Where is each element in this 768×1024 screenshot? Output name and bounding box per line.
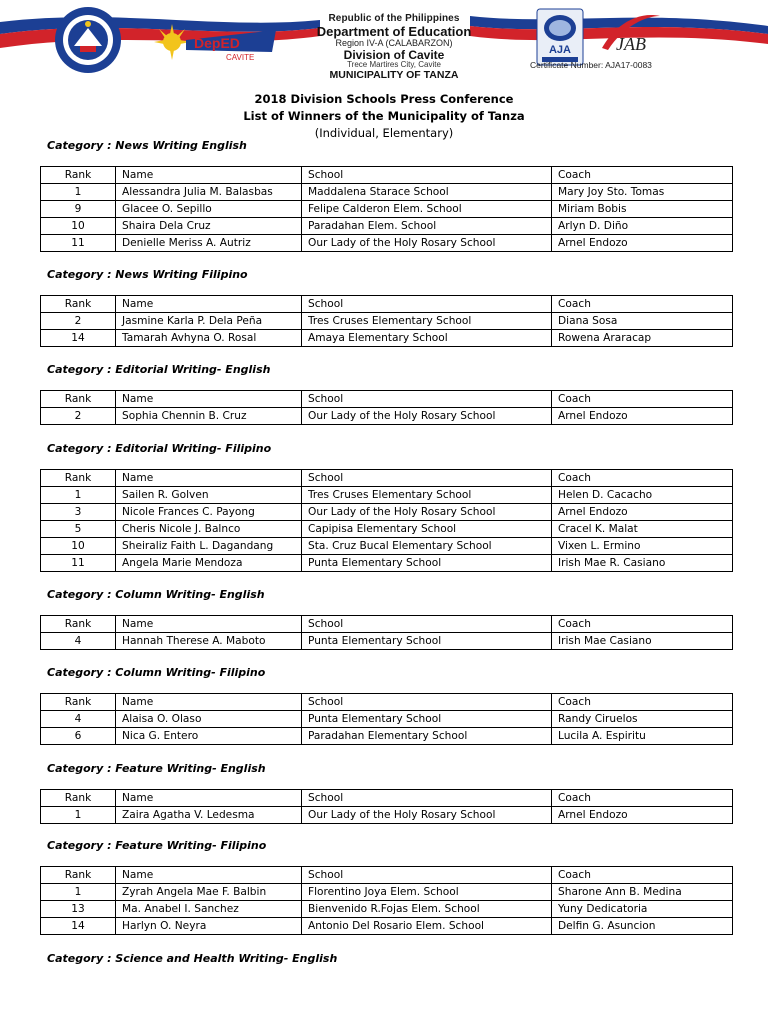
table-row [41,633,733,650]
column-header-school: School [302,616,552,633]
column-header-rank: Rank [41,167,116,184]
certificate-number: Certificate Number: AJA17-0083 [530,60,652,70]
table-header-row [41,867,733,884]
name-cell: Hannah Therese A. Maboto [116,633,302,650]
school-cell: Punta Elementary School [302,555,552,572]
school-cell: Tres Cruses Elementary School [302,313,552,330]
winners-table [40,866,733,935]
column-header-school: School [302,470,552,487]
name-cell: Cheris Nicole J. Balnco [116,521,302,538]
category-heading: Category : Editorial Writing- Filipino [47,442,272,455]
school-cell: Florentino Joya Elem. School [302,884,552,901]
table-row [41,504,733,521]
column-header-school: School [302,694,552,711]
column-header-name: Name [116,167,302,184]
name-cell: Nicole Frances C. Payong [116,504,302,521]
document-title-block [0,91,768,142]
column-header-school: School [302,391,552,408]
column-header-rank: Rank [41,391,116,408]
rank-cell: 9 [41,201,116,218]
column-header-school: School [302,296,552,313]
column-header-name: Name [116,470,302,487]
table-row [41,487,733,504]
school-cell: Our Lady of the Holy Rosary School [302,235,552,252]
column-header-rank: Rank [41,867,116,884]
table-row [41,184,733,201]
name-cell: Shaira Dela Cruz [116,218,302,235]
table-row [41,408,733,425]
coach-cell: Mary Joy Sto. Tomas [552,184,733,201]
table-row [41,235,733,252]
coach-cell: Rowena Araracap [552,330,733,347]
school-cell: Amaya Elementary School [302,330,552,347]
column-header-school: School [302,867,552,884]
coach-cell: Sharone Ann B. Medina [552,884,733,901]
table-header-row [41,694,733,711]
region-label: Region IV-A (CALABARZON) [335,38,453,48]
name-cell: Zaira Agatha V. Ledesma [116,807,302,824]
name-cell: Harlyn O. Neyra [116,918,302,935]
school-cell: Antonio Del Rosario Elem. School [302,918,552,935]
column-header-coach: Coach [552,470,733,487]
column-header-name: Name [116,296,302,313]
column-header-school: School [302,167,552,184]
department-label: Department of Education [316,24,472,39]
column-header-coach: Coach [552,167,733,184]
column-header-rank: Rank [41,470,116,487]
category-heading: Category : Column Writing- Filipino [47,666,266,679]
school-cell: Bienvenido R.Fojas Elem. School [302,901,552,918]
category-heading: Category : News Writing Filipino [47,268,248,281]
coach-cell: Irish Mae Casiano [552,633,733,650]
column-header-rank: Rank [41,616,116,633]
winners-table [40,390,733,425]
coach-cell: Irish Mae R. Casiano [552,555,733,572]
school-cell: Sta. Cruz Bucal Elementary School [302,538,552,555]
name-cell: Nica G. Entero [116,728,302,745]
winners-table [40,469,733,572]
column-header-name: Name [116,391,302,408]
table-row [41,521,733,538]
column-header-coach: Coach [552,616,733,633]
school-cell: Felipe Calderon Elem. School [302,201,552,218]
name-cell: Sailen R. Golven [116,487,302,504]
coach-cell: Arnel Endozo [552,408,733,425]
school-cell: Our Lady of the Holy Rosary School [302,807,552,824]
school-cell: Capipisa Elementary School [302,521,552,538]
table-row [41,807,733,824]
rank-cell: 13 [41,901,116,918]
column-header-school: School [302,790,552,807]
rank-cell: 1 [41,884,116,901]
winners-table [40,615,733,650]
coach-cell: Arnel Endozo [552,504,733,521]
coach-cell: Arlyn D. Diño [552,218,733,235]
table-row [41,918,733,935]
list-subtitle: (Individual, Elementary) [314,126,454,140]
category-heading: Category : Editorial Writing- English [47,363,271,376]
name-cell: Alaisa O. Olaso [116,711,302,728]
coach-cell: Delfin G. Asuncion [552,918,733,935]
school-cell: Tres Cruses Elementary School [302,487,552,504]
list-title: List of Winners of the Municipality of Tanza [243,109,525,123]
table-row [41,538,733,555]
jab-accreditation-logo [598,10,664,56]
rank-cell: 1 [41,184,116,201]
svg-text:AJA: AJA [548,44,572,56]
rank-cell: 1 [41,487,116,504]
coach-cell: Arnel Endozo [552,807,733,824]
rank-cell: 3 [41,504,116,521]
table-header-row [41,790,733,807]
name-cell: Glacee O. Sepillo [116,201,302,218]
school-cell: Paradahan Elementary School [302,728,552,745]
coach-cell: Diana Sosa [552,313,733,330]
winners-table [40,166,733,252]
winners-table [40,693,733,745]
rank-cell: 6 [41,728,116,745]
school-cell: Our Lady of the Holy Rosary School [302,504,552,521]
table-header-row [41,470,733,487]
category-heading: Category : News Writing English [47,139,247,152]
table-row [41,218,733,235]
school-cell: Our Lady of the Holy Rosary School [302,408,552,425]
coach-cell: Vixen L. Ermino [552,538,733,555]
rank-cell: 14 [41,918,116,935]
category-heading: Category : Science and Health Writing- English [47,952,338,965]
name-cell: Ma. Anabel I. Sanchez [116,901,302,918]
column-header-coach: Coach [552,790,733,807]
school-cell: Maddalena Starace School [302,184,552,201]
coach-cell: Yuny Dedicatoria [552,901,733,918]
deped-seal-logo [54,6,122,74]
table-row [41,901,733,918]
table-row [41,728,733,745]
rank-cell: 5 [41,521,116,538]
column-header-coach: Coach [552,867,733,884]
column-header-name: Name [116,867,302,884]
rank-cell: 4 [41,711,116,728]
column-header-rank: Rank [41,296,116,313]
name-cell: Denielle Meriss A. Autriz [116,235,302,252]
letterhead [0,0,768,80]
rank-cell: 10 [41,538,116,555]
coach-cell: Randy Ciruelos [552,711,733,728]
name-cell: Zyrah Angela Mae F. Balbin [116,884,302,901]
rank-cell: 1 [41,807,116,824]
table-row [41,201,733,218]
table-header-row [41,296,733,313]
school-cell: Paradahan Elem. School [302,218,552,235]
column-header-rank: Rank [41,790,116,807]
category-heading: Category : Column Writing- English [47,588,265,601]
svg-text:DepED: DepED [194,35,240,51]
column-header-rank: Rank [41,694,116,711]
letterhead-text [300,14,488,80]
column-header-name: Name [116,616,302,633]
table-row [41,313,733,330]
table-row [41,884,733,901]
table-header-row [41,167,733,184]
aja-certification-logo [536,8,584,66]
coach-cell: Lucila A. Espiritu [552,728,733,745]
winners-table [40,295,733,347]
table-header-row [41,391,733,408]
school-cell: Punta Elementary School [302,711,552,728]
rank-cell: 11 [41,555,116,572]
school-cell: Punta Elementary School [302,633,552,650]
coach-cell: Cracel K. Malat [552,521,733,538]
column-header-name: Name [116,790,302,807]
name-cell: Angela Marie Mendoza [116,555,302,572]
deped-cavite-logo [152,22,278,64]
rank-cell: 4 [41,633,116,650]
table-header-row [41,616,733,633]
column-header-name: Name [116,694,302,711]
name-cell: Tamarah Avhyna O. Rosal [116,330,302,347]
column-header-coach: Coach [552,694,733,711]
name-cell: Alessandra Julia M. Balasbas [116,184,302,201]
table-row [41,711,733,728]
name-cell: Jasmine Karla P. Dela Peña [116,313,302,330]
rank-cell: 14 [41,330,116,347]
column-header-coach: Coach [552,391,733,408]
municipality-label: MUNICIPALITY OF TANZA [329,69,459,80]
svg-text:CAVITE: CAVITE [226,53,255,62]
rank-cell: 11 [41,235,116,252]
svg-text:JAB: JAB [616,34,646,54]
coach-cell: Miriam Bobis [552,201,733,218]
coach-cell: Helen D. Cacacho [552,487,733,504]
category-heading: Category : Feature Writing- English [47,762,266,775]
name-cell: Sheiraliz Faith L. Dagandang [116,538,302,555]
category-heading: Category : Feature Writing- Filipino [47,839,267,852]
coach-cell: Arnel Endozo [552,235,733,252]
column-header-coach: Coach [552,296,733,313]
republic-label: Republic of the Philippines [328,13,460,24]
rank-cell: 10 [41,218,116,235]
table-row [41,555,733,572]
division-label: Division of Cavite [343,48,445,62]
rank-cell: 2 [41,313,116,330]
winners-table [40,789,733,824]
rank-cell: 2 [41,408,116,425]
address-label: Trece Martires City, Cavite [347,60,441,69]
name-cell: Sophia Chennin B. Cruz [116,408,302,425]
conference-title: 2018 Division Schools Press Conference [254,92,514,106]
table-row [41,330,733,347]
